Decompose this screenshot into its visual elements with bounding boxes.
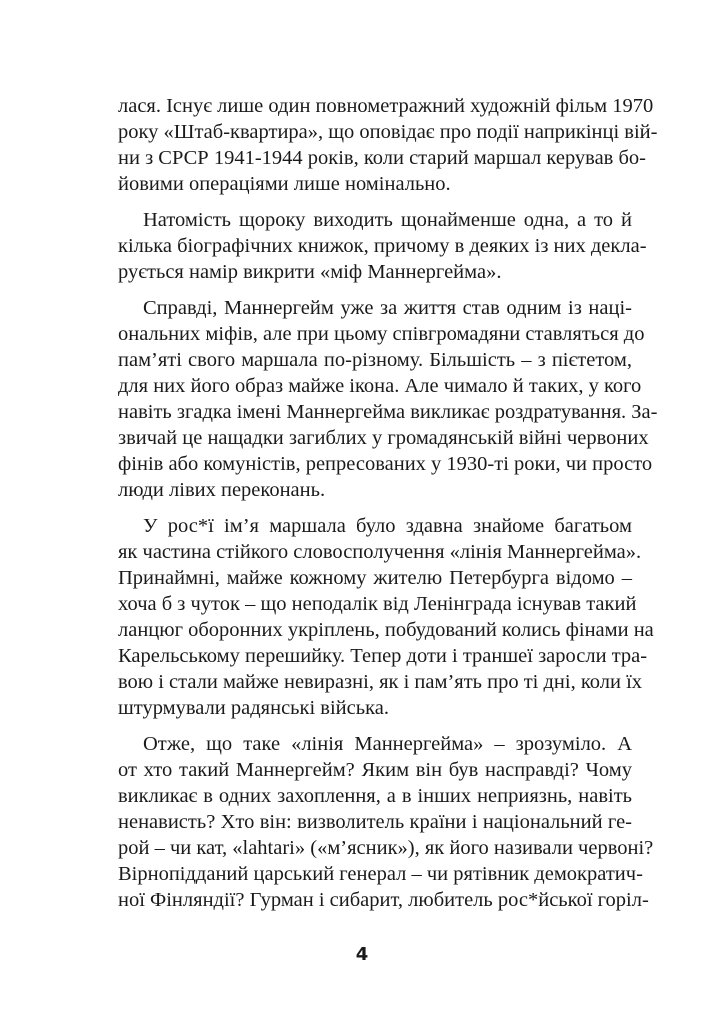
text-line: рой – чи кат, «lahtari» («м’ясник»), як його називали червоні? (118, 837, 654, 859)
text-line: викликає в одних захоплення, а в інших неприязнь, навіть (118, 785, 632, 807)
text-line: У рос*ї ім’я маршала було здавна знайоме багатьом (143, 515, 632, 537)
text-line: для них його образ майже ікона. Але чимало й таких, у кого (118, 375, 642, 397)
text-line: Натомість щороку виходить щонайменше одна, а то й (143, 209, 632, 231)
text-line: хоча б з чуток – що неподалік від Ленінграда існував такий (118, 593, 637, 615)
text-line: ни з СРСР 1941-1944 років, коли старий маршал керував бо- (118, 147, 646, 169)
page-number: 4 (355, 944, 369, 965)
text-line: фінів або комуністів, репресованих у 1930-ті роки, чи просто (118, 453, 653, 475)
text-line: ланцюг оборонних укріплень, побудований колись фінами на (118, 619, 654, 641)
text-line: от хто такий Маннергейм? Яким він був насправді? Чому (118, 759, 632, 781)
paragraph-4 (118, 513, 654, 721)
text-line: року «Штаб-квартира», що оповідає про події наприкінці вій- (118, 121, 658, 143)
paragraph-2 (118, 207, 647, 285)
text-line: навіть згадка імені Маннергейма викликає роздратування. За- (118, 401, 658, 423)
text-line: рується намір викрити «міф Маннергейма». (118, 261, 502, 283)
text-line: ональних міфів, але при цьому співгромадяни ставляться до (118, 323, 645, 345)
text-line: як частина стійкого словосполучення «лінія Маннергейма». (118, 541, 642, 563)
text-line: штурмували радянські війська. (118, 697, 389, 719)
paragraph-3 (118, 295, 658, 503)
text-line: Принаймні, майже кожному жителю Петербурга відомо – (118, 567, 632, 589)
text-line: йовими операціями лише номінально. (118, 173, 451, 195)
text-line: Справді, Маннергейм уже за життя став одним із наці- (143, 297, 632, 319)
page-body-text (118, 93, 658, 923)
text-line: лася. Існує лише один повнометражний художній фільм 1970 (118, 95, 654, 117)
paragraph-5 (118, 731, 654, 913)
text-line: Карельському перешийку. Тепер доти і траншеї заросли тра- (118, 645, 648, 667)
paragraph-1 (118, 93, 658, 197)
text-line: люди лівих переконань. (118, 479, 326, 501)
text-line: кілька біографічних книжок, причому в деяких із них декла- (118, 235, 647, 257)
text-line: ненависть? Хто він: визволитель країни і національний ге- (118, 811, 632, 833)
text-line: вою і стали майже невиразні, як і пам’ять про ті дні, коли їх (118, 671, 643, 693)
text-line: звичай це нащадки загиблих у громадянській війні червоних (118, 427, 649, 449)
text-line: ної Фінляндії? Гурман і сибарит, любитель рос*йської горіл- (118, 889, 649, 911)
text-line: Вірнопідданий царський генерал – чи рятівник демократич- (118, 863, 643, 885)
text-line: пам’яті свого маршала по-різному. Більшість – з пієтетом, (118, 349, 632, 371)
text-line: Отже, що таке «лінія Маннергейма» – зрозуміло. А (143, 733, 632, 755)
